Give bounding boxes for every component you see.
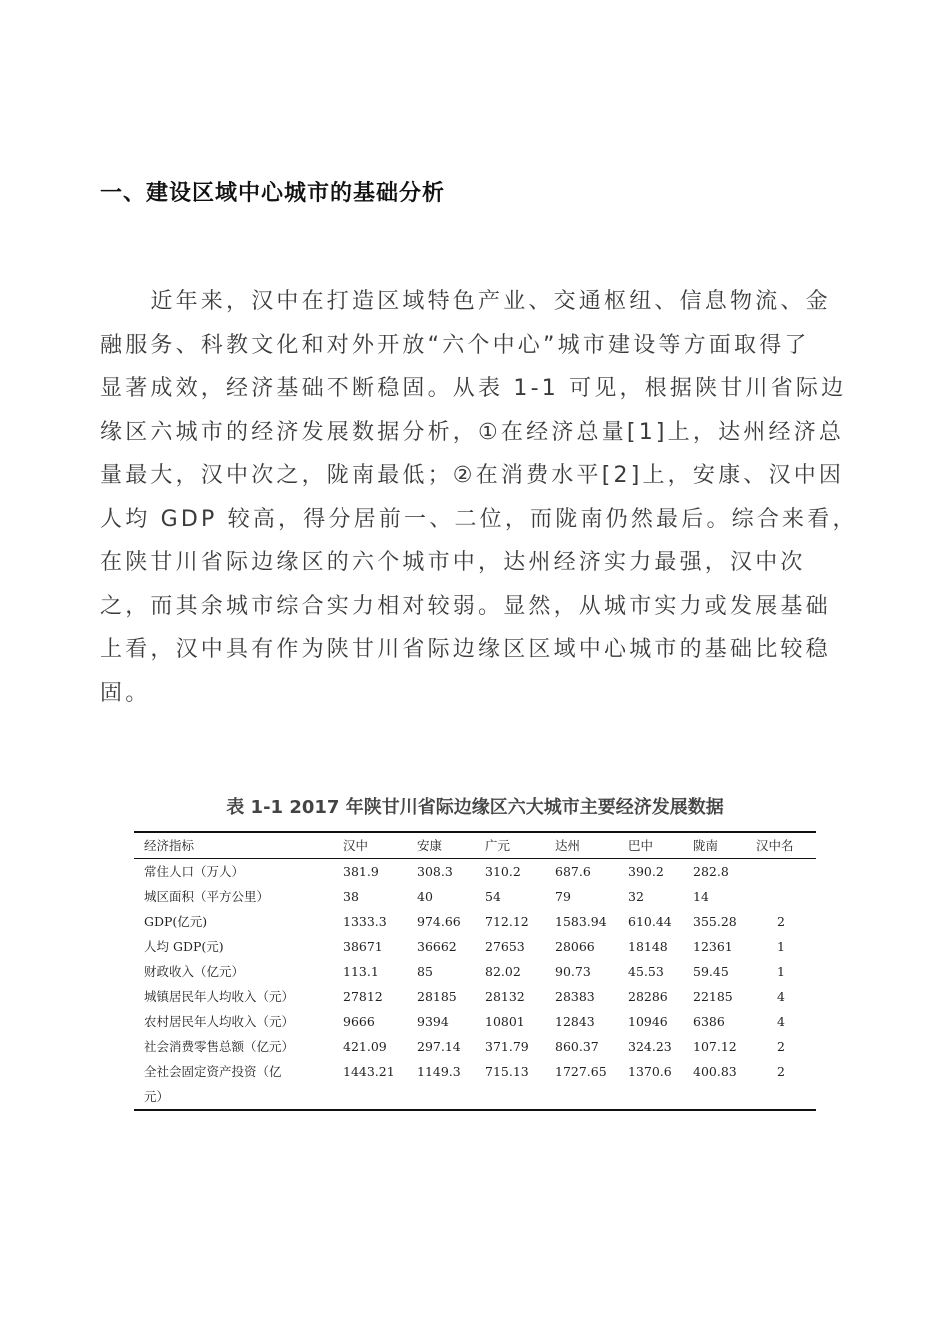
table-cell: 390.2 [628, 864, 664, 879]
table-row [134, 934, 816, 959]
table-cell: 113.1 [343, 964, 379, 979]
table-cell: 32 [628, 889, 644, 904]
table-cell: 1583.94 [555, 914, 607, 929]
table-cell: 2 [777, 914, 785, 929]
table-row [134, 859, 816, 885]
table-cell: 308.3 [417, 864, 453, 879]
table-cell: 14 [693, 889, 709, 904]
table-cell: 28383 [555, 989, 595, 1004]
table-cell: 715.13 [485, 1064, 529, 1079]
table-cell: 1149.3 [417, 1064, 461, 1079]
table-cell [746, 884, 816, 909]
column-header: 广元 [485, 838, 511, 853]
table-cell: 421.09 [343, 1039, 387, 1054]
table-cell: 4 [777, 989, 785, 1004]
table-cell: 282.8 [693, 864, 729, 879]
table-cell: 全社会固定资产投资（亿元） [144, 1064, 282, 1104]
table-cell: 社会消费零售总额（亿元） [144, 1039, 295, 1054]
table-cell: 381.9 [343, 864, 379, 879]
table-cell: 82.02 [485, 964, 521, 979]
table-cell: 79 [555, 889, 571, 904]
column-header: 汉中名 [756, 838, 794, 853]
table-cell: 324.23 [628, 1039, 672, 1054]
table-cell: 36662 [417, 939, 457, 954]
column-header: 陇南 [693, 838, 719, 853]
table-cell: 城镇居民年人均收入（元） [144, 989, 295, 1004]
table-cell: 10801 [485, 1014, 525, 1029]
table-cell: 297.14 [417, 1039, 461, 1054]
paragraph-line: 固。 [100, 680, 151, 706]
table-cell: 28185 [417, 989, 457, 1004]
table-cell: 常住人口（万人） [144, 864, 245, 879]
table-cell: 54 [485, 889, 501, 904]
table-cell: 1727.65 [555, 1064, 607, 1079]
table-cell: 85 [417, 964, 433, 979]
table-row [134, 959, 816, 984]
table-cell: 400.83 [693, 1064, 737, 1079]
table-cell: 1370.6 [628, 1064, 672, 1079]
table-row [134, 984, 816, 1009]
table-cell: 22185 [693, 989, 733, 1004]
table-row [134, 1059, 816, 1110]
table-header-row [134, 832, 816, 859]
table-cell: 27812 [343, 989, 383, 1004]
table-cell: 860.37 [555, 1039, 599, 1054]
paragraph-line: 上看，汉中具有作为陕甘川省际边缘区区域中心城市的基础比较稳 [100, 637, 831, 662]
table-cell: 2 [777, 1039, 785, 1054]
table-cell: 财政收入（亿元） [144, 964, 245, 979]
paragraph-line: 融服务、科教文化和对外开放“六个中心”城市建设等方面取得了 [100, 332, 810, 358]
table-cell: 28286 [628, 989, 668, 1004]
table-row [134, 1009, 816, 1034]
column-header: 达州 [555, 838, 581, 853]
table-cell [746, 859, 816, 885]
table-cell: 310.2 [485, 864, 521, 879]
table-cell: 10946 [628, 1014, 668, 1029]
table-cell: 28066 [555, 939, 595, 954]
table-cell: 城区面积（平方公里） [144, 889, 270, 904]
column-header: 经济指标 [144, 838, 195, 853]
table-cell: 27653 [485, 939, 525, 954]
table-cell: 687.6 [555, 864, 591, 879]
table-cell: 9666 [343, 1014, 375, 1029]
table-row [134, 909, 816, 934]
table-cell: 59.45 [693, 964, 729, 979]
section-heading: 一、建设区域中心城市的基础分析 [100, 181, 446, 206]
paragraph-line: 人均 GDP 较高，得分居前一、二位，而陇南仍然最后。综合来看， [100, 506, 858, 532]
paragraph-line: 缘区六城市的经济发展数据分析，①在经济总量[1]上，达州经济总 [100, 419, 845, 445]
table-cell: 90.73 [555, 964, 591, 979]
table-cell: 40 [417, 889, 433, 904]
table-cell: 1333.3 [343, 914, 387, 929]
table-cell: 610.44 [628, 914, 672, 929]
column-header: 汉中 [343, 838, 369, 853]
table-caption: 表 1-1 2017 年陕甘川省际边缘区六大城市主要经济发展数据 [226, 797, 724, 818]
table-cell: 28132 [485, 989, 525, 1004]
table-cell: 1443.21 [343, 1064, 395, 1079]
table-cell: 18148 [628, 939, 668, 954]
paragraph-line: 量最大，汉中次之，陇南最低；②在消费水平[2]上，安康、汉中因 [100, 463, 845, 488]
table-cell: 1 [777, 939, 785, 954]
table-cell: 107.12 [693, 1039, 737, 1054]
table-cell: 712.12 [485, 914, 529, 929]
body-paragraph [100, 280, 858, 715]
column-header: 安康 [417, 838, 443, 853]
table-row [134, 884, 816, 909]
table-cell: 38671 [343, 939, 383, 954]
economic-data-table [134, 831, 816, 1111]
table-cell: 4 [777, 1014, 785, 1029]
table-cell: 6386 [693, 1014, 725, 1029]
paragraph-line: 显著成效，经济基础不断稳固。从表 1-1 可见，根据陕甘川省际边 [100, 376, 847, 401]
table-cell: 355.28 [693, 914, 737, 929]
table-cell: 371.79 [485, 1039, 529, 1054]
column-header: 巴中 [628, 838, 654, 853]
table-cell: 农村居民年人均收入（元） [144, 1014, 295, 1029]
table-cell: GDP(亿元) [144, 914, 208, 929]
table-cell: 9394 [417, 1014, 449, 1029]
paragraph-line: 在陕甘川省际边缘区的六个城市中，达州经济实力最强，汉中次 [100, 550, 806, 575]
table-cell: 12361 [693, 939, 733, 954]
table-cell: 1 [777, 964, 785, 979]
table-cell: 2 [777, 1064, 785, 1079]
table-row [134, 1034, 816, 1059]
table-cell: 45.53 [628, 964, 664, 979]
table-cell: 974.66 [417, 914, 461, 929]
table-cell: 人均 GDP(元) [144, 939, 224, 954]
table-cell: 38 [343, 889, 359, 904]
paragraph-line: 之，而其余城市综合实力相对较弱。显然，从城市实力或发展基础 [100, 593, 831, 619]
table-cell: 12843 [555, 1014, 595, 1029]
paragraph-line: 近年来，汉中在打造区域特色产业、交通枢纽、信息物流、金 [100, 289, 831, 314]
